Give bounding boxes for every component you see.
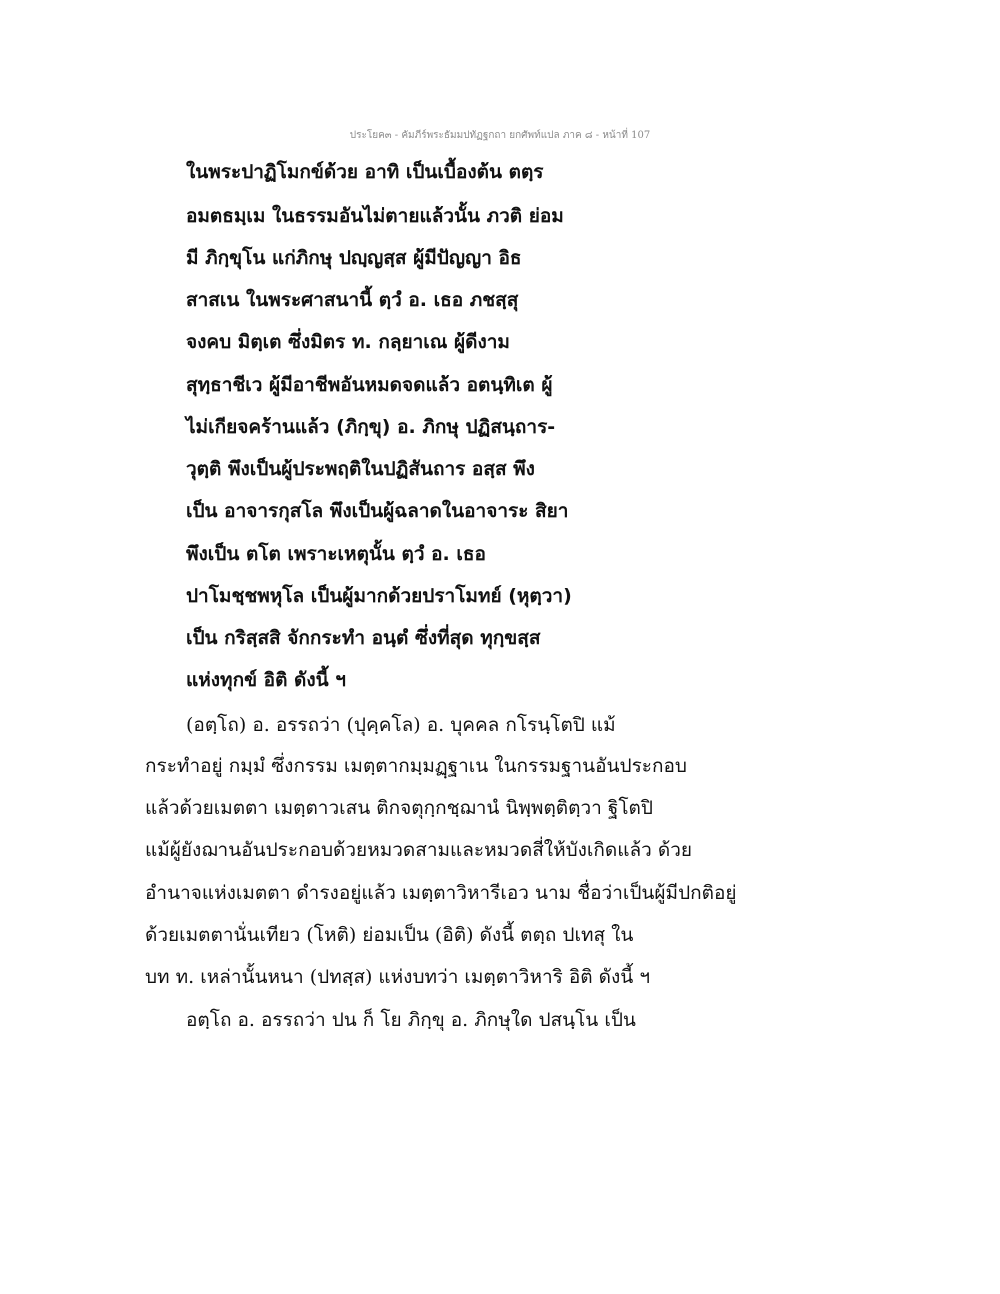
commentary-line: ด้วยเมตตานั่นเทียว (โหติ) ย่อมเป็น (อิติ) ดังนี้ ตตฺถ ปเทสุ ใน bbox=[145, 924, 634, 946]
verse-line: ไม่เกียจคร้านแล้ว (ภิกฺขุ) อ. ภิกษุ ปฏิสนฺถาร- bbox=[186, 416, 556, 438]
verse-line: อมตธมฺเม ในธรรมอันไม่ตายแล้วนั้น ภวติ ย่อม bbox=[186, 205, 564, 227]
commentary-line: กระทำอยู่ กมฺมํ ซึ่งกรรม เมตฺตากมฺมฏฺฐาเน ในกรรมฐานอันประกอบ bbox=[145, 755, 687, 777]
verse-line: สาสเน ในพระศาสนานี้ ตฺวํ อ. เธอ ภชสฺสุ bbox=[186, 289, 519, 311]
verse-line: มี ภิกฺขุโน แก่ภิกษุ ปญฺญสฺส ผู้มีปัญญา อิธ bbox=[186, 247, 522, 269]
verse-line: วุตฺติ พึงเป็นผู้ประพฤติในปฏิสันถาร อสฺส พึง bbox=[186, 458, 535, 480]
verse-line: เป็น กริสฺสสิ จักกระทำ อนฺตํ ซึ่งที่สุด ทุกฺขสฺส bbox=[186, 627, 541, 649]
commentary-line: บท ท. เหล่านั้นหนา (ปทสฺส) แห่งบทว่า เมตฺตาวิหาริ อิติ ดังนี้ ฯ bbox=[145, 966, 650, 988]
commentary-line: (อตฺโถ) อ. อรรถว่า (ปุคฺคโล) อ. บุคคล กโรนฺโตปิ แม้ bbox=[186, 714, 616, 736]
verse-line: แห่งทุกข์ อิติ ดังนี้ ฯ bbox=[186, 669, 346, 691]
page-header: ประโยค๓ - คัมภีร์พระธัมมปทัฏฐกถา ยกศัพท์แปล ภาค ๘ - หน้าที่ 107 bbox=[349, 130, 651, 141]
verse-line: สุทฺธาชีเว ผู้มีอาชีพอันหมดจดแล้ว อตนฺทิเต ผู้ bbox=[186, 374, 553, 396]
commentary-line: อตฺโถ อ. อรรถว่า ปน ก็ โย ภิกฺขุ อ. ภิกษุใด ปสนฺโน เป็น bbox=[186, 1009, 636, 1031]
verse-line: ปาโมชฺชพหุโล เป็นผู้มากด้วยปราโมทย์ (หุตฺวา) bbox=[186, 585, 572, 607]
verse-line: ในพระปาฏิโมกข์ด้วย อาทิ เป็นเบื้องต้น ตตฺร bbox=[186, 161, 544, 183]
verse-line: จงคบ มิตฺเต ซึ่งมิตร ท. กลฺยาเณ ผู้ดีงาม bbox=[186, 331, 510, 353]
verse-line: เป็น อาจารกุสโล พึงเป็นผู้ฉลาดในอาจาระ สิยา bbox=[186, 500, 569, 522]
verse-line: พึงเป็น ตโต เพราะเหตุนั้น ตฺวํ อ. เธอ bbox=[186, 543, 486, 565]
commentary-line: อำนาจแห่งเมตตา ดำรงอยู่แล้ว เมตฺตาวิหารีเอว นาม ชื่อว่าเป็นผู้มีปกติอยู่ bbox=[145, 882, 737, 904]
commentary-line: แม้ผู้ยังฌานอันประกอบด้วยหมวดสามและหมวดสี่ให้บังเกิดแล้ว ด้วย bbox=[145, 839, 693, 861]
commentary-line: แล้วด้วยเมตตา เมตฺตาวเสน ติกจตุกฺกชฺฌานํ นิพฺพตฺติตฺวา ฐิโตปิ bbox=[145, 797, 653, 819]
